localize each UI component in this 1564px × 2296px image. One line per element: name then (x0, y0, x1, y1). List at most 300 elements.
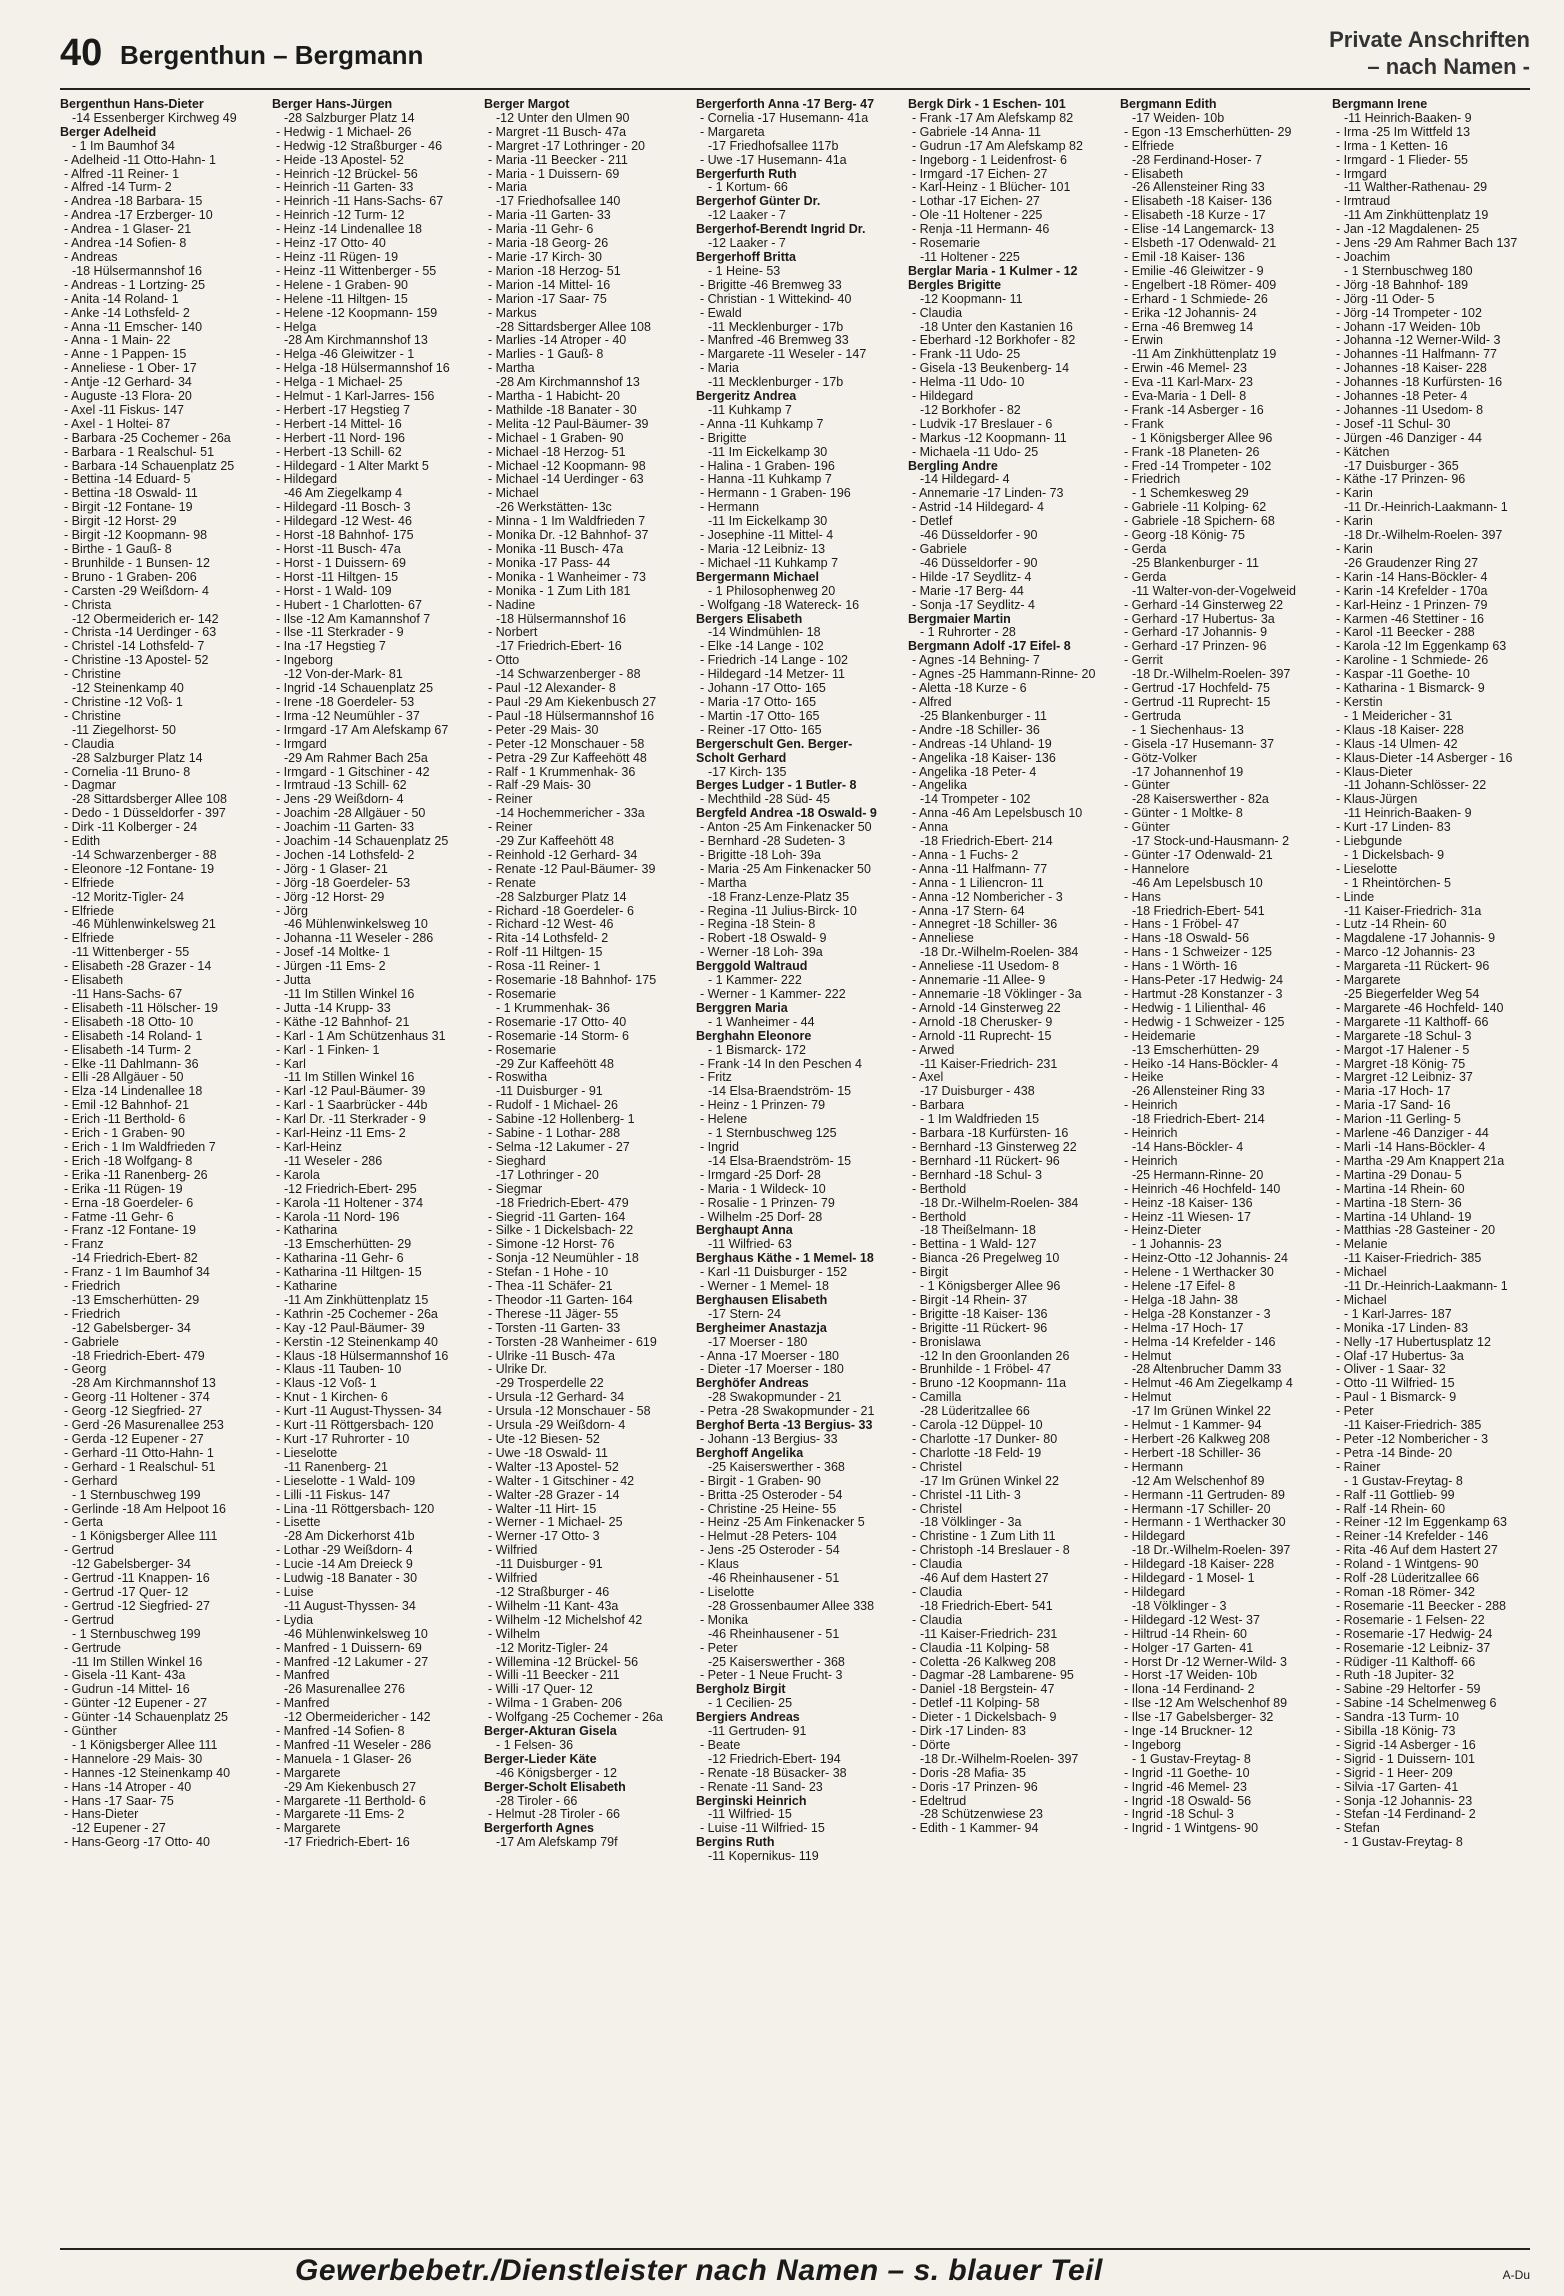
listing-entry: - Reiner (488, 793, 533, 807)
listing-entry: - Peter -12 Nombericher - 3 (1336, 1433, 1489, 1446)
listing-entry: - Gerda (1124, 570, 1167, 584)
address-line: -28 Altenbrucher Damm 33 (1132, 1363, 1282, 1377)
listing-entry: - Rudolf - 1 Michael- 26 (488, 1099, 618, 1113)
listing-entry: - Karl-Heinz (276, 1140, 342, 1154)
listing-entry: - Herbert -13 Schill- 62 (276, 445, 402, 459)
listing-entry: - Lothar -29 Weißdorn- 4 (276, 1544, 413, 1558)
listing-entry: - Liselotte (700, 1585, 755, 1599)
listing-entry: - Anton -25 Am Finkenacker 50 (700, 821, 872, 835)
listing-entry: - Hiltrud -14 Rhein- 60 (1124, 1627, 1247, 1641)
listing-entry: - Daniel -18 Bergstein- 47 (912, 1683, 1055, 1697)
surname-entry: Berghaus Käthe - 1 Memel- 18 (696, 1252, 874, 1266)
address-line: -12 Gabelsberger- 34 (72, 1321, 191, 1335)
listing-entry: - Franz (64, 1238, 104, 1252)
address-line: - 1 Siechenhaus- 13 (1132, 723, 1244, 737)
listing-entry: - Ursula -12 Gerhard- 34 (488, 1391, 625, 1405)
listing-entry: - Jürgen -46 Danziger - 44 (1336, 431, 1482, 445)
listing-entry: - Bettina -18 Oswald- 11 (64, 487, 198, 501)
listing-entry: - Walter -13 Apostel- 52 (488, 1460, 619, 1474)
listing-entry: - Ingrid -18 Schul- 3 (1124, 1808, 1234, 1822)
surname-entry: Berghof Berta -13 Bergius- 33 (696, 1419, 873, 1433)
surname-entry: Bergerforth Anna -17 Berg- 47 (696, 98, 875, 111)
listing-entry: - Marie -17 Kirch- 30 (488, 250, 602, 264)
surname-entry: Bergk Dirk - 1 Eschen- 101 (908, 98, 1066, 111)
listing-entry: - Ingeborg (276, 654, 333, 668)
address-line: - 1 Krummenhak- 36 (496, 1001, 610, 1015)
directory-column (908, 98, 1106, 2248)
listing-entry: - Götz-Volker (1124, 751, 1197, 765)
listing-entry: - Kurt -17 Linden- 83 (1336, 821, 1451, 835)
address-line: -25 Blankenburger - 11 (920, 709, 1047, 723)
listing-entry: - Herbert -26 Kalkweg 208 (1124, 1433, 1270, 1446)
listing-entry: - Karola -11 Nord- 196 (276, 1210, 400, 1224)
listing-entry: - Anna -11 Emscher- 140 (64, 320, 203, 334)
listing-entry: - Peter (700, 1641, 738, 1655)
listing-entry: - Margret -11 Busch- 47a (488, 125, 627, 139)
address-line: -11 Walther-Rathenau- 29 (1344, 181, 1488, 195)
listing-entry: - Helmut (1124, 1349, 1172, 1363)
listing-entry: - Margarete -46 Hochfeld- 140 (1336, 1001, 1504, 1015)
listing-entry: - Carsten -29 Weißdorn- 4 (64, 584, 209, 598)
listing-entry: - Hildegard - 1 Mosel- 1 (1124, 1572, 1255, 1586)
surname-entry: Bergerhof-Berendt Ingrid Dr. (696, 223, 866, 237)
address-line: - 1 Sternbuschweg 125 (708, 1127, 837, 1141)
listing-entry: - Dagmar (64, 779, 117, 793)
listing-entry: - Karl -11 Duisburger - 152 (700, 1266, 848, 1280)
surname-entry: Bergiers Andreas (696, 1711, 800, 1725)
listing-entry: - Helene -11 Hiltgen- 15 (276, 292, 408, 306)
listing-entry: - Heiko -14 Hans-Böckler- 4 (1124, 1057, 1279, 1071)
listing-entry: - Rainer (1336, 1460, 1381, 1474)
listing-entry: - Rita -46 Auf dem Hastert 27 (1336, 1544, 1498, 1558)
address-line: -28 Tiroler - 66 (496, 1794, 578, 1808)
listing-entry: - Erich - 1 Graben- 90 (64, 1127, 185, 1141)
listing-entry: - Anneliese - 1 Ober- 17 (64, 362, 197, 376)
listing-entry: - Rüdiger -11 Kalthoff- 66 (1336, 1655, 1476, 1669)
listing-entry: - Minna - 1 Im Waldfrieden 7 (488, 515, 646, 529)
listing-entry: - Birgit -12 Horst- 29 (64, 515, 177, 529)
listing-entry: - Claudia (64, 737, 115, 751)
address-line: -12 Straßburger - 46 (496, 1585, 610, 1599)
listing-entry: - Martina -14 Rhein- 60 (1336, 1182, 1465, 1196)
listing-entry: - Helmut -28 Tiroler - 66 (488, 1808, 620, 1822)
listing-entry: - Werner - 1 Michael- 25 (488, 1516, 623, 1530)
listing-entry: - Helma -14 Krefelder - 146 (1124, 1335, 1276, 1349)
listing-entry: - Selma -12 Lakumer - 27 (488, 1140, 630, 1154)
listing-entry: - Brigitte -46 Bremweg 33 (700, 278, 842, 292)
listing-entry: - Angelika -18 Peter- 4 (912, 765, 1037, 779)
listing-entry: - Johannes -11 Halfmann- 77 (1336, 348, 1497, 362)
address-line: -28 Kaiserswerther - 82a (1132, 793, 1269, 807)
listing-entry: - Lothar -17 Eichen- 27 (912, 195, 1040, 209)
listing-entry: - Regina -18 Stein- 8 (700, 918, 816, 932)
listing-entry: - Detlef (912, 515, 953, 529)
address-line: -11 Kaiser-Friedrich- 231 (920, 1057, 1058, 1071)
address-line: -11 Dr.-Heinrich-Laakmann- 1 (1344, 501, 1508, 515)
address-line: -28 Salzburger Platz 14 (284, 111, 415, 125)
listing-entry: - Antje -12 Gerhard- 34 (64, 376, 192, 390)
listing-entry: - Irmgard -17 Am Alefskamp 67 (276, 723, 449, 737)
listing-entry: - Robert -18 Oswald- 9 (700, 932, 827, 946)
address-line: -11 Am Zinkhüttenplatz 19 (1132, 348, 1277, 362)
address-line: -11 Johann-Schlösser- 22 (1344, 779, 1487, 793)
directory-column (1332, 98, 1530, 2248)
listing-entry: - Irmgard (276, 737, 327, 751)
listing-entry: - Klaus -12 Voß- 1 (276, 1377, 377, 1391)
address-line: -26 Werkstätten- 13c (496, 501, 612, 515)
address-line: -11 Kaiser-Friedrich- 385 (1344, 1252, 1482, 1266)
listing-entry: - Ursula -29 Weißdorn- 4 (488, 1419, 626, 1433)
surname-entry: Bergerhof Günter Dr. (696, 195, 821, 209)
listing-entry: - Franz - 1 Im Baumhof 34 (64, 1266, 210, 1280)
address-line: -29 Am Rahmer Bach 25a (284, 751, 428, 765)
listing-entry: - Reinhold -12 Gerhard- 34 (488, 848, 638, 862)
listing-entry: - Gertrud -17 Hochfeld- 75 (1124, 682, 1270, 696)
listing-entry: - Karoline - 1 Schmiede- 26 (1336, 654, 1489, 668)
listing-entry: - Lieselotte (1336, 862, 1398, 876)
listing-entry: - Irma - 1 Ketten- 16 (1336, 139, 1448, 153)
listing-entry: - Elisabeth -18 Kurze - 17 (1124, 209, 1266, 223)
listing-entry: - Helmut -28 Peters- 104 (700, 1530, 837, 1544)
address-line: - 1 Wanheimer - 44 (708, 1015, 815, 1029)
surname-entry: Berghöfer Andreas (696, 1377, 809, 1391)
listing-entry: - Herbert -11 Nord- 196 (276, 431, 405, 445)
listing-entry: - Gertruda (1124, 709, 1181, 723)
listing-entry: - Margarete (1336, 974, 1401, 988)
listing-entry: - Anna -17 Moerser - 180 (700, 1349, 839, 1363)
listing-entry: - Karl-Heinz - 1 Prinzen- 79 (1336, 598, 1488, 612)
listing-entry: - Brigitte -11 Rückert- 96 (912, 1321, 1048, 1335)
listing-entry: - Ole -11 Holtener - 225 (912, 209, 1043, 223)
listing-entry: - Barbara -25 Cochemer - 26a (64, 431, 231, 445)
address-line: -18 Dr.-Wilhelm-Roelen- 397 (920, 1752, 1079, 1766)
listing-entry: - Linde (1336, 890, 1375, 904)
listing-entry: - Maria -17 Otto- 165 (700, 695, 817, 709)
listing-entry: - Carola -12 Düppel- 10 (912, 1419, 1043, 1433)
listing-entry: - Lilli -11 Fiskus- 147 (276, 1488, 391, 1502)
listing-entry: - Holger -17 Garten- 41 (1124, 1641, 1254, 1655)
listing-entry: - Heinrich (1124, 1127, 1178, 1141)
listing-entry: - Birgit - 1 Graben- 90 (700, 1474, 821, 1488)
listing-entry: - Klaus-Jürgen (1336, 793, 1418, 807)
listing-entry: - Maria -12 Leibniz- 13 (700, 543, 826, 556)
listing-entry: - Josephine -11 Mittel- 4 (700, 529, 834, 543)
listing-entry: - Rosalie - 1 Prinzen- 79 (700, 1196, 835, 1210)
listing-entry: - Gerhard -17 Hubertus- 3a (1124, 612, 1275, 626)
listing-entry: - Gabriele -11 Kolping- 62 (1124, 501, 1267, 515)
listing-entry: - Christel (912, 1460, 963, 1474)
listing-entry: - Frank -14 Asberger - 16 (1124, 403, 1264, 417)
address-line: -14 Schwarzenberger - 88 (496, 668, 641, 682)
listing-entry: - Detlef -11 Kolping- 58 (912, 1697, 1040, 1711)
address-line: -12 Moritz-Tigler- 24 (496, 1641, 609, 1655)
listing-entry: - Jörg - 1 Glaser- 21 (276, 862, 388, 876)
listing-entry: - Axel -11 Fiskus- 147 (64, 403, 184, 417)
address-line: -11 Gertruden- 91 (708, 1725, 807, 1739)
listing-entry: - Manfred -46 Bremweg 33 (700, 334, 849, 348)
address-line: -14 Schwarzenberger - 88 (72, 848, 217, 862)
listing-entry: - Heinz -25 Am Finkenacker 5 (700, 1516, 865, 1530)
listing-entry: - Birgit -12 Koopmann- 98 (64, 529, 208, 543)
listing-entry: - Brigitte (700, 431, 747, 445)
surname-entry: Bergerforth Agnes (484, 1822, 594, 1836)
surname-entry: Bergerhoff Britta (696, 250, 797, 264)
listing-entry: - Gudrun -17 Am Alefskamp 82 (912, 139, 1083, 153)
address-line: -46 Am Ziegelkamp 4 (284, 487, 403, 501)
listing-entry: - Gerhard -14 Ginsterweg 22 (1124, 598, 1284, 612)
listing-entry: - Christel -11 Lith- 3 (912, 1488, 1021, 1502)
listing-entry: - Johanna -12 Werner-Wild- 3 (1336, 334, 1501, 348)
listing-entry: - Jörg -18 Bahnhof- 189 (1336, 278, 1469, 292)
listing-entry: - Elza -14 Lindenallee 18 (64, 1085, 203, 1099)
listing-entry: - Sibilla -18 König- 73 (1336, 1725, 1456, 1739)
surname-entry: Bergins Ruth (696, 1836, 775, 1850)
listing-entry: - Johann -17 Otto- 165 (700, 682, 826, 696)
listing-entry: - Camilla (912, 1391, 962, 1405)
listing-entry: - Klaus (700, 1558, 739, 1572)
listing-entry: - Rosemarie -14 Storm- 6 (488, 1029, 630, 1043)
listing-entry: - Margarete -11 Kalthoff- 66 (1336, 1015, 1489, 1029)
listing-entry: - Heinz -11 Rügen- 19 (276, 250, 399, 264)
surname-entry: Bergers Elisabeth (696, 612, 803, 626)
listing-entry: - Michael (1336, 1293, 1387, 1307)
address-line: - 1 Kammer- 222 (708, 974, 802, 988)
listing-entry: - Ludwig -18 Banater - 30 (276, 1572, 418, 1586)
listing-entry: - Dörte (912, 1738, 951, 1752)
listing-entry: - Andrea -14 Sofien- 8 (64, 237, 187, 251)
listing-entry: - Lutz -14 Rhein- 60 (1336, 918, 1447, 932)
listing-entry: - Gerd -26 Masurenallee 253 (64, 1419, 224, 1433)
listing-entry: - Irmtraud (1336, 195, 1391, 209)
listing-entry: - Hans-Peter -17 Hedwig- 24 (1124, 974, 1284, 988)
listing-entry: - Frank -18 Planeten- 26 (1124, 445, 1260, 459)
listing-entry: - Monika -17 Linden- 83 (1336, 1321, 1469, 1335)
surname-entry: Bergholz Birgit (696, 1683, 786, 1697)
listing-entry: - Ralf -11 Gottlieb- 99 (1336, 1488, 1455, 1502)
address-line: -12 Friedrich-Ebert- 295 (284, 1182, 417, 1196)
listing-entry: - Hannelore -29 Mais- 30 (64, 1752, 203, 1766)
listing-entry: - Andreas - 1 Lortzing- 25 (64, 278, 206, 292)
address-line: -14 Friedrich-Ebert- 82 (72, 1252, 198, 1266)
listing-entry: - Monika - 1 Zum Lith 181 (488, 584, 631, 598)
listing-entry: - Agnes -25 Hammann-Rinne- 20 (912, 668, 1096, 682)
address-line: -18 Friedrich-Ebert- 214 (1132, 1113, 1265, 1127)
listing-entry: - Fred -14 Trompeter - 102 (1124, 459, 1272, 473)
listing-entry: - Ruth -18 Jupiter- 32 (1336, 1669, 1455, 1683)
listing-entry: - Johannes -18 Kaiser- 228 (1336, 362, 1487, 376)
address-line: -11 Ziegelhorst- 50 (72, 723, 176, 737)
listing-entry: - Wilhelm -25 Dorf- 28 (700, 1210, 823, 1224)
listing-entry: - Christa -14 Uerdinger - 63 (64, 626, 217, 640)
listing-entry: - Uwe -18 Oswald- 11 (488, 1446, 608, 1460)
listing-entry: - Martin -17 Otto- 165 (700, 709, 820, 723)
listing-entry: - Bettina - 1 Wald- 127 (912, 1238, 1037, 1252)
surname-entry: Berger-Lieder Käte (484, 1752, 597, 1766)
listing-entry: - Ilse -12 Am Kamannshof 7 (276, 612, 431, 626)
listing-entry: - Heinz -18 Kaiser- 136 (1124, 1196, 1253, 1210)
listing-entry: - Karin -14 Hans-Böckler- 4 (1336, 570, 1488, 584)
page-number: 40 (60, 32, 103, 74)
address-line: -28 Sittardsberger Allee 108 (496, 320, 651, 334)
listing-entry: - Magdalene -17 Johannis- 9 (1336, 932, 1496, 946)
listing-entry: - Margarete -11 Berthold- 6 (276, 1794, 426, 1808)
surname-entry: Bergfeld Andrea -18 Oswald- 9 (696, 807, 877, 821)
section-label-line-2: – nach Namen - (1367, 54, 1530, 79)
address-line: -17 Johannenhof 19 (1132, 765, 1244, 779)
surname-entry: Bergerfurth Ruth (696, 167, 797, 181)
footer-corner-mark: A-Du (1502, 2268, 1530, 2282)
surname-entry: Bergling Andre (908, 459, 998, 473)
listing-entry: - Manfred -12 Lakumer - 27 (276, 1655, 429, 1669)
listing-entry: - Brunhilde - 1 Fröbel- 47 (912, 1363, 1051, 1377)
listing-entry: - Wolfgang -18 Watereck- 16 (700, 598, 860, 612)
listing-entry: - Rosemarie -17 Otto- 40 (488, 1015, 627, 1029)
listing-entry: - Maria -25 Am Finkenacker 50 (700, 862, 871, 876)
listing-entry: - Claudia (912, 306, 963, 320)
listing-entry: - Karin (1336, 515, 1373, 529)
address-line: -28 Swakopmunder - 21 (708, 1391, 842, 1405)
address-line: -28 Sittardsberger Allee 108 (72, 793, 227, 807)
listing-entry: - Rosemarie (488, 1043, 557, 1057)
listing-entry: - Brigitte -18 Kaiser- 136 (912, 1307, 1048, 1321)
listing-entry: - Karola -11 Holtener - 374 (276, 1196, 424, 1210)
address-line: -12 Von-der-Mark- 81 (284, 668, 403, 682)
listing-entry: - Anna - 1 Fuchs- 2 (912, 848, 1019, 862)
listing-entry: - Helene - 1 Graben- 90 (276, 278, 409, 292)
address-line: -11 Im Eickelkamp 30 (708, 515, 828, 529)
listing-entry: - Torsten -11 Garten- 33 (488, 1321, 621, 1335)
listing-entry: - Anita -14 Roland- 1 (64, 292, 179, 306)
listing-entry: - Ingrid -14 Schauenplatz 25 (276, 682, 434, 696)
listing-entry: - Rosemarie -18 Bahnhof- 175 (488, 974, 657, 988)
address-line: -25 Kaiserswerther - 368 (708, 1460, 845, 1474)
listing-entry: - Georg (64, 1363, 107, 1377)
surname-entry: Berger-Scholt Elisabeth (484, 1780, 626, 1794)
listing-entry: - Heike (1124, 1071, 1164, 1085)
address-line: -12 Steinenkamp 40 (72, 682, 184, 696)
listing-entry: - Franz -12 Fontane- 19 (64, 1224, 197, 1238)
listing-entry: - Dedo - 1 Düsseldorfer - 397 (64, 807, 226, 821)
listing-entry: - Helga -18 Jahn- 38 (1124, 1293, 1238, 1307)
listing-entry: - Helmut - 1 Kammer- 94 (1124, 1419, 1262, 1433)
address-line: -11 Kaiser-Friedrich- 231 (920, 1627, 1058, 1641)
address-line: -11 Heinrich-Baaken- 9 (1344, 807, 1472, 821)
listing-entry: - Helene -17 Eifel- 8 (1124, 1280, 1236, 1294)
listing-entry: - Gertrude (64, 1641, 121, 1655)
listing-entry: - Axel - 1 Holtei- 87 (64, 417, 171, 431)
listing-entry: - Klaus -11 Tauben- 10 (276, 1363, 402, 1377)
listing-entry: - Maria (488, 181, 527, 195)
listing-entry: - Monika Dr. -12 Bahnhof- 37 (488, 529, 649, 543)
listing-entry: - Elisabeth -14 Roland- 1 (64, 1029, 203, 1043)
listing-entry: - Hans-Dieter (64, 1808, 139, 1822)
address-line: -11 Wittenberger - 55 (72, 946, 190, 960)
address-line: - 1 Felsen- 36 (496, 1738, 574, 1752)
listing-entry: - Manfred (276, 1697, 330, 1711)
listing-entry: - Sigrid -14 Asberger - 16 (1336, 1738, 1476, 1752)
listing-entry: - Helga - 1 Michael- 25 (276, 376, 403, 390)
listing-entry: - Joachim -14 Schauenplatz 25 (276, 835, 449, 849)
listing-entry: - Gerhard -17 Johannis- 9 (1124, 626, 1268, 640)
listing-entry: - Marion -11 Gerling- 5 (1336, 1113, 1461, 1127)
page-range-title: Bergenthun – Bergmann (120, 40, 424, 70)
listing-entry: - Marion -18 Herzog- 51 (488, 264, 621, 278)
listing-entry: - Karin (1336, 487, 1373, 501)
listing-entry: - Jörg -12 Horst- 29 (276, 890, 385, 904)
listing-entry: - Ina -17 Hegstieg 7 (276, 640, 386, 654)
listing-entry: - Angelika (912, 779, 967, 793)
address-line: -12 In den Groonlanden 26 (920, 1349, 1070, 1363)
listing-entry: - Hans - 1 Schweizer - 125 (1124, 946, 1272, 960)
listing-entry: - Angelika -18 Kaiser- 136 (912, 751, 1056, 765)
listing-entry: - Alfred (912, 695, 952, 709)
listing-entry: - Christel (912, 1502, 963, 1516)
address-line: -26 Graudenzer Ring 27 (1344, 556, 1479, 570)
listing-entry: - Elisabeth -18 Kaiser- 136 (1124, 195, 1272, 209)
listing-entry: - Hermann -11 Gertruden- 89 (1124, 1488, 1285, 1502)
listing-entry: - Hermann -17 Schiller- 20 (1124, 1502, 1271, 1516)
address-line: -12 Laaker - 7 (708, 237, 786, 251)
listing-entry: - Michael -14 Uerdinger - 63 (488, 473, 644, 487)
listing-entry: - Christine - 1 Zum Lith 11 (912, 1530, 1056, 1544)
listing-entry: - Willemina -12 Brückel- 56 (488, 1655, 639, 1669)
address-line: -14 Trompeter - 102 (920, 793, 1031, 807)
listing-entry: - Margarete -18 Schul- 3 (1336, 1029, 1472, 1043)
listing-entry: - Sigrid - 1 Duissern- 101 (1336, 1752, 1475, 1766)
address-line: -14 Elsa-Braendström- 15 (708, 1085, 852, 1099)
surname-entry: Berghoff Angelika (696, 1446, 804, 1460)
address-line: -17 Im Grünen Winkel 22 (1132, 1405, 1271, 1419)
surname-entry: Berglar Maria - 1 Kulmer - 12 (908, 264, 1078, 278)
listing-entry: - Heinrich (1124, 1154, 1178, 1168)
address-line: -11 Wilfried- 15 (708, 1808, 792, 1822)
listing-entry: - Katharina - 1 Bismarck- 9 (1336, 682, 1485, 696)
listing-entry: - Elfriede (64, 904, 115, 918)
listing-entry: - Hanna -11 Kuhkamp 7 (700, 473, 832, 487)
listing-entry: - Anke -14 Lothsfeld- 2 (64, 306, 190, 320)
listing-entry: - Jürgen -11 Ems- 2 (276, 960, 386, 974)
listing-entry: - Michael -18 Herzog- 51 (488, 445, 626, 459)
listing-entry: - Monika -17 Pass- 44 (488, 556, 611, 570)
address-line: -17 Stock-und-Hausmann- 2 (1132, 835, 1290, 849)
listing-entry: - Stefan - 1 Hohe - 10 (488, 1266, 609, 1280)
listing-entry: - Edeltrud (912, 1794, 967, 1808)
listing-entry: - Gerlinde -18 Am Helpoot 16 (64, 1502, 226, 1516)
listing-entry: - Anna - 1 Liliencron- 11 (912, 876, 1044, 890)
address-line: - 1 Rheintörchen- 5 (1344, 876, 1452, 890)
listing-entry: - Gerhard (64, 1474, 118, 1488)
listing-entry: - Karl -12 Paul-Bäumer- 39 (276, 1085, 426, 1099)
listing-entry: - Heinz-Dieter (1124, 1224, 1202, 1238)
directory-column (60, 98, 258, 2248)
surname-entry: Berggren Maria (696, 1001, 788, 1015)
listing-entry: - Michael - 1 Graben- 90 (488, 431, 624, 445)
address-line: -26 Masurenallee 276 (284, 1683, 405, 1697)
listing-entry: - Cornelia -11 Bruno- 8 (64, 765, 191, 779)
address-line: -28 Salzburger Platz 14 (496, 890, 627, 904)
listing-entry: - Anna -12 Nombericher - 3 (912, 890, 1063, 904)
listing-entry: - Anna -11 Halfmann- 77 (912, 862, 1048, 876)
listing-entry: - Bruno -12 Koopmann- 11a (912, 1377, 1067, 1391)
listing-entry: - Ute -12 Biesen- 52 (488, 1433, 600, 1446)
address-line: -11 Am Zinkhüttenplatz 15 (284, 1293, 429, 1307)
address-line: -29 Zur Kaffeehött 48 (496, 1057, 614, 1071)
address-line: -12 Obermeiderich er- 142 (72, 612, 219, 626)
listing-entry: - Irma -12 Neumühler - 37 (276, 709, 420, 723)
address-line: -17 Lothringer - 20 (496, 1168, 599, 1182)
listing-entry: - Ingrid (700, 1140, 739, 1154)
listing-entry: - Doris -17 Prinzen- 96 (912, 1780, 1038, 1794)
